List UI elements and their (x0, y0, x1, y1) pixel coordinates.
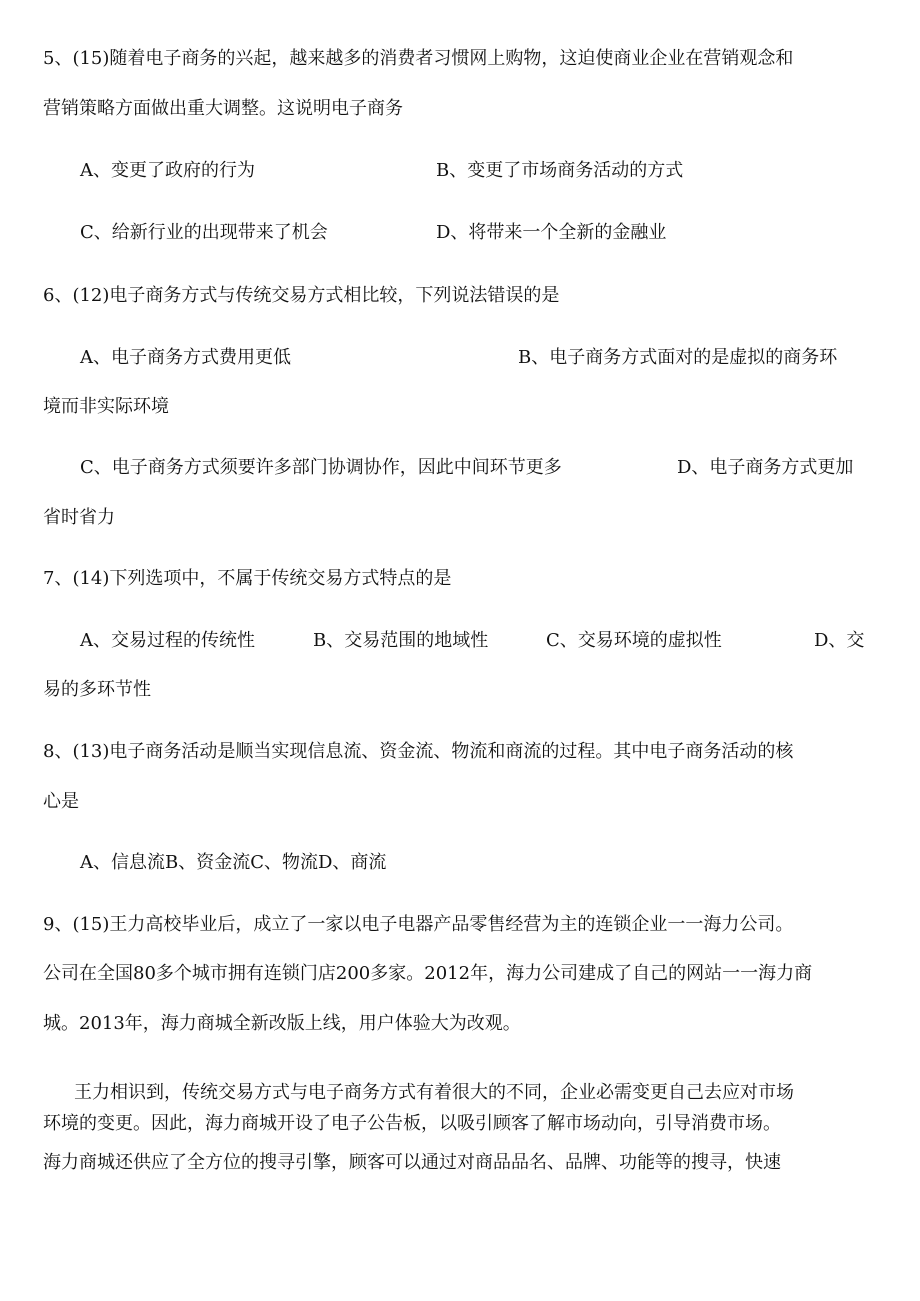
question-5-option-b: B、变更了市场商务活动的方式 (436, 160, 684, 181)
question-5-option-c: C、给新行业的出现带来了机会 (80, 222, 328, 243)
question-6-option-d: D、电子商务方式更加 (677, 457, 854, 478)
question-6-stem-line1: 6、(12)电子商务方式与传统交易方式相比较，下列说法错误的是 (43, 285, 560, 306)
question-8-options: A、信息流B、资金流C、物流D、商流 (80, 852, 387, 873)
question-9-paragraph-line1: 王力相识到，传统交易方式与电子商务方式有着很大的不同，企业必需变更自己去应对市场 (74, 1082, 794, 1103)
question-9-stem-line1: 9、(15)王力高校毕业后，成立了一家以电子电器产品零售经营为主的连锁企业一一海力公司。 (43, 914, 794, 935)
question-9-paragraph-line3: 海力商城还供应了全方位的搜寻引擎，顾客可以通过对商品品名、品牌、功能等的搜寻，快速 (43, 1152, 781, 1173)
question-6-option-a: A、电子商务方式费用更低 (80, 347, 291, 368)
question-5-option-a: A、变更了政府的行为 (80, 160, 255, 181)
question-6-option-b: B、电子商务方式面对的是虚拟的商务环 (518, 347, 838, 368)
question-7-option-b: B、交易范围的地域性 (313, 630, 489, 651)
question-7-option-d: D、交 (814, 630, 865, 651)
question-5-option-d: D、将带来一个全新的金融业 (436, 222, 667, 243)
question-6-option-d-wrap: 省时省力 (43, 507, 115, 528)
question-9-stem-line2: 公司在全国80多个城市拥有连锁门店200多家。2012年，海力公司建成了自己的网站一一海力商 (43, 963, 813, 984)
question-6-option-b-wrap: 境而非实际环境 (43, 396, 169, 417)
question-7-option-d-wrap: 易的多环节性 (43, 679, 151, 700)
question-8-stem-line1: 8、(13)电子商务活动是顺当实现信息流、资金流、物流和商流的过程。其中电子商务活动的核 (43, 741, 794, 762)
question-9-stem-line3: 城。2013年，海力商城全新改版上线，用户体验大为改观。 (43, 1013, 521, 1034)
question-9-paragraph-line2: 环境的变更。因此，海力商城开设了电子公告板，以吸引顾客了解市场动向，引导消费市场。 (43, 1113, 781, 1134)
question-5-stem-line1: 5、(15)随着电子商务的兴起，越来越多的消费者习惯网上购物，这迫使商业企业在营销观念和 (43, 48, 794, 69)
question-7-option-a: A、交易过程的传统性 (80, 630, 255, 651)
question-6-option-c: C、电子商务方式须要许多部门协调协作，因此中间环节更多 (80, 457, 562, 478)
question-7-option-c: C、交易环境的虚拟性 (546, 630, 722, 651)
question-8-stem-line2: 心是 (43, 791, 79, 812)
question-5-stem-line2: 营销策略方面做出重大调整。这说明电子商务 (43, 98, 403, 119)
question-7-stem-line1: 7、(14)下列选项中，不属于传统交易方式特点的是 (43, 568, 452, 589)
